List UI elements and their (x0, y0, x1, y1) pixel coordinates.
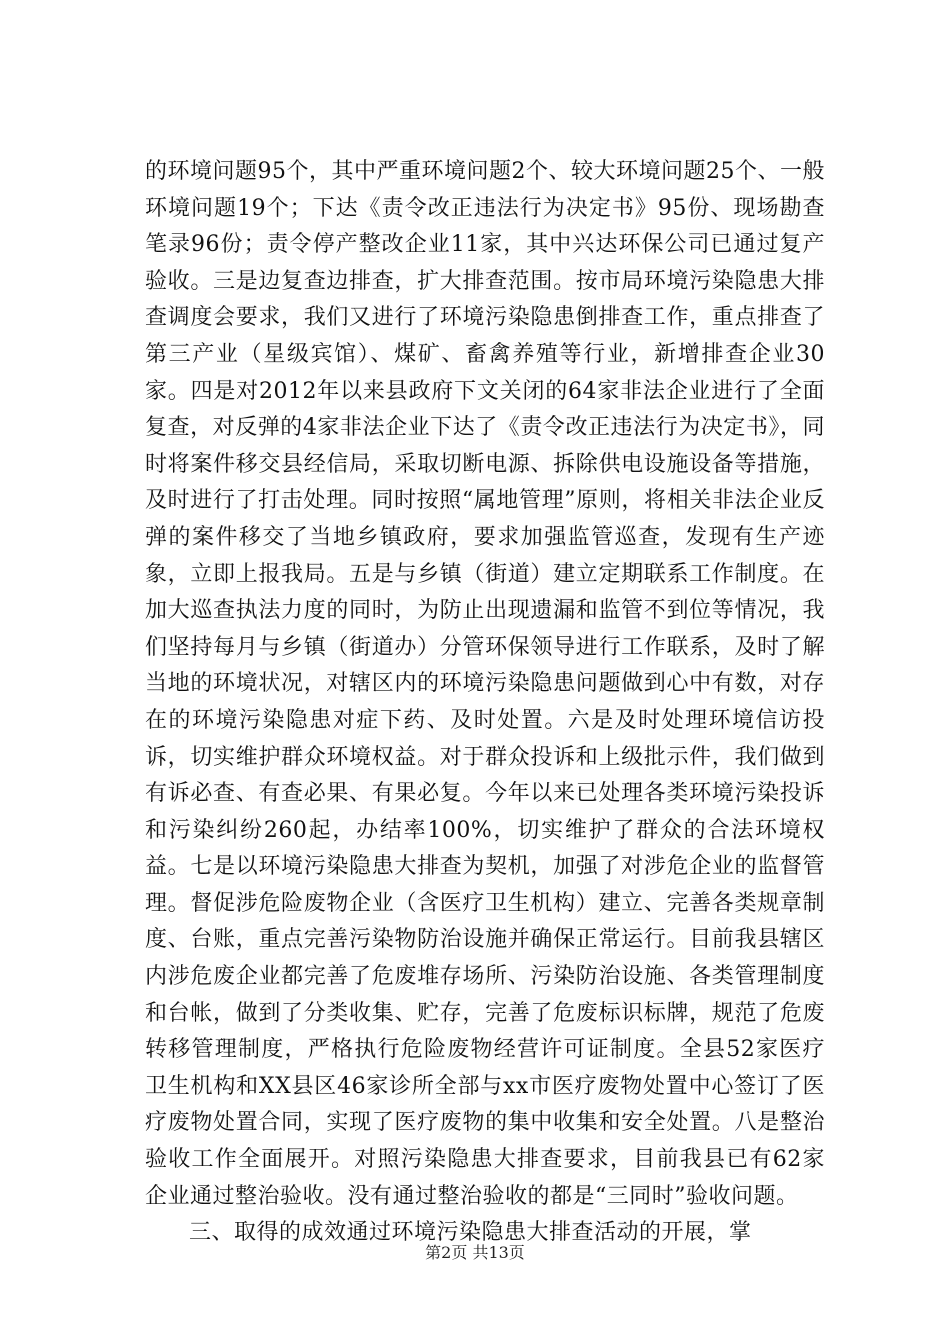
paragraph-continued: 的环境问题95个，其中严重环境问题2个、较大环境问题25个、一般环境问题19个；下达《责令改正违法行为决定书》95份、现场勘查笔录96份；责令停产整改企业11家，其中兴达环保公司已通过复产验收。三是边复查边排查，扩大排查范围。按市局环境污染隐患大排查调度会要求，我们又进行了环境污染隐患倒排查工作，重点排查了第三产业（星级宾馆）、煤矿、畜禽养殖等行业，新增排查企业30家。四是对2012年以来县政府下文关闭的64家非法企业进行了全面复查，对反弹的4家非法企业下达了《责令改正违法行为决定书》，同时将案件移交县经信局，采取切断电源、拆除供电设施设备等措施，及时进行了打击处理。同时按照“属地管理”原则，将相关非法企业反弹的案件移交了当地乡镇政府，要求加强监管巡查，发现有生产迹象，立即上报我局。五是与乡镇（街道）建立定期联系工作制度。在加大巡查执法力度的同时，为防止出现遗漏和监管不到位等情况，我们坚持每月与乡镇（街道办）分管环保领导进行工作联系，及时了解当地的环境状况，对辖区内的环境污染隐患问题做到心中有数，对存在的环境污染隐患对症下药、及时处置。六是及时处理环境信访投诉，切实维护群众环境权益。对于群众投诉和上级批示件，我们做到有诉必查、有查必果、有果必复。今年以来已处理各类环境污染投诉和污染纠纷260起，办结率100%，切实维护了群众的合法环境权益。七是以环境污染隐患大排查为契机，加强了对涉危企业的监督管理。督促涉危险废物企业（含医疗卫生机构）建立、完善各类规章制度、台账，重点完善污染物防治设施并确保正常运行。目前我县辖区内涉危废企业都完善了危废堆存场所、污染防治设施、各类管理制度和台帐，做到了分类收集、贮存，完善了危废标识标牌，规范了危废转移管理制度，严格执行危险废物经营许可证制度。全县52家医疗卫生机构和XX县区46家诊所全部与xx市医疗废物处置中心签订了医疗废物处置合同，实现了医疗废物的集中收集和安全处置。八是整治验收工作全面展开。对照污染隐患大排查要求，目前我县已有62家企业通过整治验收。没有通过整治验收的都是“三同时”验收问题。 (145, 159, 825, 1209)
document-body (145, 154, 825, 1252)
paragraph-section-three: 三、取得的成效通过环境污染隐患大排查活动的开展，掌 (189, 1220, 752, 1246)
page-number: 第2页 共13页 (425, 1243, 525, 1262)
page-footer (0, 1240, 950, 1263)
